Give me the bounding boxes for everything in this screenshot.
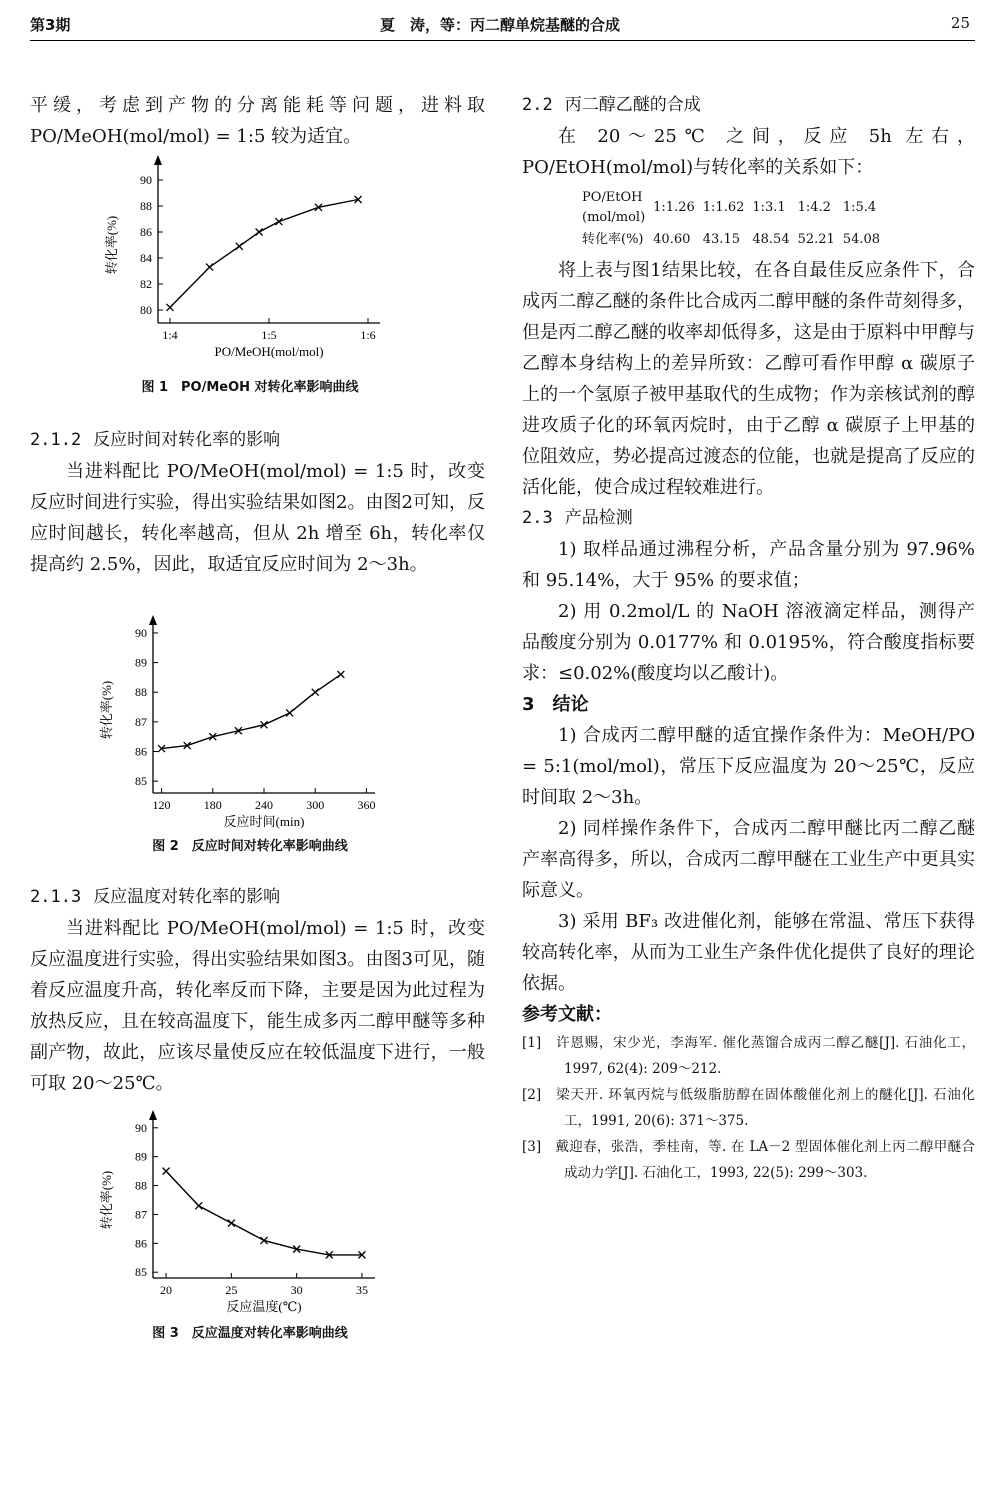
x-tick-label: 240 bbox=[255, 798, 273, 812]
reference-item: [2] 梁天开. 环氧丙烷与低级脂肪醇在固体酸催化剂上的醚化[J]. 石油化工，1991, 20(6): 371～375. bbox=[522, 1087, 975, 1129]
data-point bbox=[312, 689, 319, 696]
figure-2-chart bbox=[95, 615, 395, 835]
x-axis-label: PO/MeOH(mol/mol) bbox=[214, 344, 324, 359]
data-point bbox=[337, 671, 344, 678]
figure-1-caption: 图 1 PO/MeOH 对转化率影响曲线 bbox=[141, 380, 359, 395]
data-point bbox=[206, 264, 213, 271]
series-line bbox=[170, 200, 358, 308]
table-cell: 1:1.26 bbox=[653, 200, 695, 215]
running-header bbox=[30, 8, 970, 38]
table-row-label: 转化率(%) bbox=[582, 232, 644, 247]
table-cell: 40.60 bbox=[653, 232, 691, 247]
section-2-1-2-heading: 2.1.2 反应时间对转化率的影响 bbox=[30, 430, 281, 450]
x-axis-label: 反应时间(min) bbox=[223, 814, 305, 829]
series-line bbox=[166, 1171, 362, 1255]
x-axis-label: 反应温度(℃) bbox=[226, 1299, 302, 1314]
x-tick-label: 20 bbox=[160, 1283, 173, 1297]
section-2-1-3 bbox=[30, 882, 485, 1099]
x-tick-label: 1:4 bbox=[162, 328, 178, 342]
data-point bbox=[167, 304, 174, 311]
table-row-label: PO/EtOH (mol/mol) bbox=[582, 190, 646, 225]
section-2-3-heading: 2.3 产品检测 bbox=[522, 508, 633, 528]
x-tick-label: 120 bbox=[152, 798, 171, 812]
left-intro-block bbox=[30, 90, 485, 152]
table-cell: 1:3.1 bbox=[752, 200, 786, 215]
data-point bbox=[195, 1202, 202, 1209]
y-tick-label: 87 bbox=[135, 714, 147, 729]
y-axis-arrow-icon bbox=[149, 1110, 157, 1120]
figure-3-chart bbox=[95, 1110, 395, 1320]
references-heading: 参考文献： bbox=[522, 1004, 612, 1025]
conclusion-item-3: 3) 采用 BF₃ 改进催化剂，能够在常温、常压下获得较高转化率，从而为工业生产条件优化提供了良好的理论依据。 bbox=[522, 911, 975, 994]
y-tick-label: 82 bbox=[140, 277, 152, 291]
figure-2-caption: 图 2 反应时间对转化率影响曲线 bbox=[152, 839, 348, 854]
y-tick-label: 85 bbox=[135, 774, 147, 789]
right-column bbox=[522, 90, 975, 1186]
table-cell: 54.08 bbox=[842, 232, 881, 247]
y-tick-label: 89 bbox=[135, 655, 147, 670]
section-2-2-text: 将上表与图1结果比较，在各自最佳反应条件下，合成丙二醇乙醚的条件比合成丙二醇甲醚的条件苛刻得多，但是丙二醇乙醚的收率却低得多，这是由于原料中甲醇与乙醇本身结构上的差异所致：乙醇可看作甲醇 α 碳原子上的一个氢原子被甲基取代的生成物；作为亲核试剂的醇进攻质子化的环氧丙烷时，由于乙醇 α 碳原子上甲基的位阻效应，势必提高过渡态的位能，也就是提高了反应的活化能，使合成过程较难进行。 bbox=[522, 260, 975, 498]
section-2-3-item-2: 2) 用 0.2mol/L 的 NaOH 溶液滴定样品，测得产品酸度分别为 0.0177% 和 0.0195%，符合酸度指标要求：≤0.02%(酸度均以乙酸计)。 bbox=[522, 601, 975, 684]
y-tick-label: 88 bbox=[140, 199, 152, 213]
y-tick-label: 84 bbox=[140, 251, 152, 265]
reference-item: [1] 许恩赐，宋少光，李海军. 催化蒸馏合成丙二醇乙醚[J]. 石油化工，1997, 62(4): 209～212. bbox=[522, 1035, 975, 1077]
ethanol-ratio-table bbox=[582, 187, 888, 251]
reference-item: [3] 戴迎春，张浩，季桂南，等. 在 LA－2 型固体催化剂上丙二醇甲醚合成动力学[J]. 石油化工，1993, 22(5): 299～303. bbox=[522, 1139, 975, 1181]
section-2-2-heading: 2.2 丙二醇乙醚的合成 bbox=[522, 95, 701, 115]
table-cell: 1:4.2 bbox=[797, 200, 831, 215]
x-tick-label: 35 bbox=[355, 1283, 368, 1297]
section-2-2-intro: 在 20～25℃ 之间，反应 5h 左右，PO/EtOH(mol/mol)与转化率的关系如下： bbox=[522, 126, 975, 178]
table-cell: 1:1.62 bbox=[702, 200, 745, 215]
section-2-1-3-text: 当进料配比 PO/MeOH(mol/mol) = 1:5 时，改变反应温度进行实验，得出实验结果如图3。由图3可见，随着反应温度升高，转化率反而下降，主要是因为此过程为放热反应，且在较高温度下，能生成多丙二醇甲醚等多种副产物，故此，应该尽量使反应在较低温度下进行，一般可取 20～25℃。 bbox=[30, 918, 485, 1094]
data-point bbox=[256, 229, 263, 236]
table-row bbox=[582, 229, 888, 251]
section-2-1-2 bbox=[30, 425, 485, 580]
x-tick-label: 300 bbox=[306, 798, 325, 812]
page-number: 25 bbox=[950, 14, 970, 32]
table-cell: 52.21 bbox=[797, 232, 835, 247]
x-tick-label: 30 bbox=[290, 1283, 303, 1297]
section-2-3-item-1: 1) 取样品通过沸程分析，产品含量分别为 97.96% 和 95.14%，大于 95% 的要求值； bbox=[522, 539, 975, 591]
y-tick-label: 80 bbox=[140, 303, 152, 317]
y-axis-arrow-icon bbox=[149, 615, 157, 625]
section-3-heading: 3 结论 bbox=[522, 694, 589, 715]
y-tick-label: 86 bbox=[140, 225, 152, 239]
section-2-1-3-heading: 2.1.3 反应温度对转化率的影响 bbox=[30, 887, 281, 907]
x-tick-label: 1:6 bbox=[360, 328, 376, 342]
x-tick-label: 360 bbox=[357, 798, 376, 812]
table-cell: 43.15 bbox=[702, 232, 740, 247]
y-axis-label: 转化率(%) bbox=[104, 215, 119, 275]
section-2-1-2-text: 当进料配比 PO/MeOH(mol/mol) = 1:5 时，改变反应时间进行实验，得出实验结果如图2。由图2可知，反应时间越长，转化率越高，但从 2h 增至 6h，转化率仅提高约 2.5%，因此，取适宜反应时间为 2～3h。 bbox=[30, 461, 485, 575]
y-tick-label: 86 bbox=[135, 1236, 147, 1251]
y-tick-label: 88 bbox=[135, 685, 147, 700]
data-point bbox=[236, 243, 243, 250]
y-tick-label: 90 bbox=[135, 1120, 147, 1135]
y-axis-label: 转化率(%) bbox=[99, 1170, 114, 1230]
y-tick-label: 86 bbox=[135, 744, 147, 759]
table-row bbox=[582, 187, 888, 229]
y-tick-label: 90 bbox=[140, 173, 152, 187]
figure-1-chart bbox=[100, 155, 400, 365]
x-tick-label: 180 bbox=[203, 798, 222, 812]
conclusion-item-1: 1) 合成丙二醇甲醚的适宜操作条件为：MeOH/PO = 5:1(mol/mol)，常压下反应温度为 20～25℃，反应时间取 2～3h。 bbox=[522, 725, 975, 808]
issue-number: 第3期 bbox=[30, 16, 71, 34]
data-point bbox=[163, 1168, 170, 1175]
table-cell: 48.54 bbox=[752, 232, 790, 247]
x-tick-label: 1:5 bbox=[261, 328, 277, 342]
y-axis-arrow-icon bbox=[154, 155, 162, 165]
y-tick-label: 85 bbox=[135, 1265, 147, 1280]
y-axis-label: 转化率(%) bbox=[99, 680, 114, 740]
running-title: 夏 涛，等：丙二醇单烷基醚的合成 bbox=[379, 16, 620, 34]
header-rule bbox=[30, 40, 975, 41]
conclusion-item-2: 2) 同样操作条件下，合成丙二醇甲醚比丙二醇乙醚产率高得多，所以，合成丙二醇甲醚在工业生产中更具实际意义。 bbox=[522, 818, 975, 901]
series-line bbox=[162, 674, 341, 748]
figure-3-caption: 图 3 反应温度对转化率影响曲线 bbox=[152, 1326, 348, 1341]
intro-paragraph: 平缓，考虑到产物的分离能耗等问题，进料取 PO/MeOH(mol/mol) = 1:5 较为适宜。 bbox=[30, 95, 485, 147]
y-tick-label: 87 bbox=[135, 1207, 147, 1222]
y-tick-label: 89 bbox=[135, 1149, 147, 1164]
data-point bbox=[275, 218, 282, 225]
data-point bbox=[286, 709, 293, 716]
references-list bbox=[522, 1030, 975, 1186]
x-tick-label: 25 bbox=[225, 1283, 238, 1297]
y-tick-label: 90 bbox=[135, 625, 147, 640]
y-tick-label: 88 bbox=[135, 1178, 147, 1193]
data-point bbox=[228, 1220, 235, 1227]
table-cell: 1:5.4 bbox=[842, 200, 877, 215]
